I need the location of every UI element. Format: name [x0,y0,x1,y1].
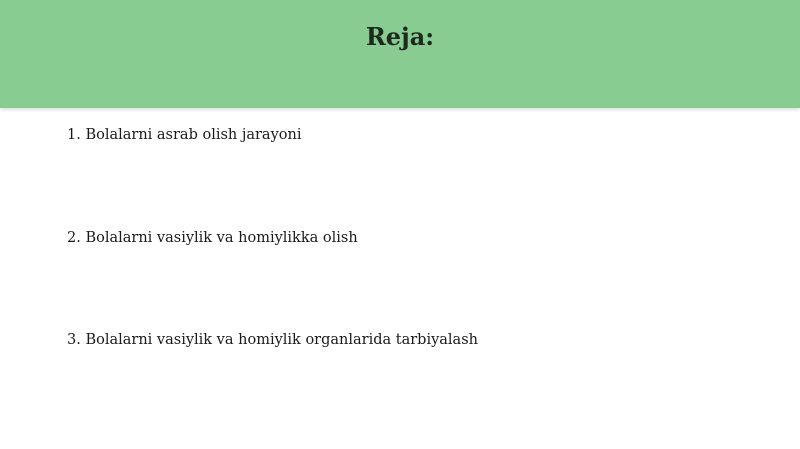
plan-item-3: 3. Bolalarni vasiylik va homiylik organlarida tarbiyalash [67,332,478,348]
plan-item-1: 1. Bolalarni asrab olish jarayoni [67,127,302,143]
header-band [0,0,800,108]
plan-item-2: 2. Bolalarni vasiylik va homiylikka olish [67,230,358,246]
slide-title: Reja: [365,22,435,51]
